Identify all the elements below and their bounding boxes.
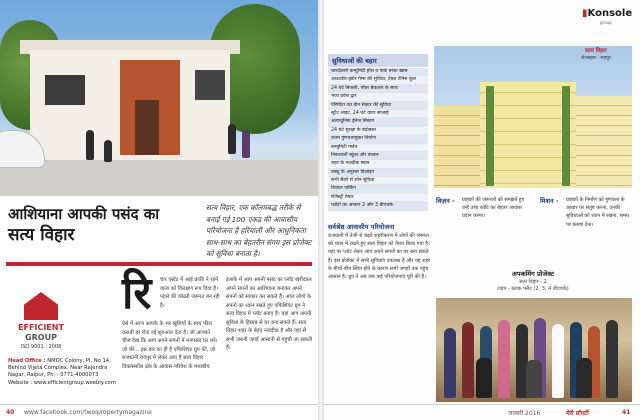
- list-item: आउटडोर-इंडोर गेम्स की सुविधा, टेबल टेनिस कूल: [328, 76, 428, 84]
- brand-mark-icon: ▮: [582, 8, 588, 19]
- person: [498, 320, 510, 398]
- list-item: विशाल पार्किंग: [328, 185, 428, 193]
- amenities-list: [328, 68, 428, 211]
- list-item: पेरिमीटर का ग्रीन सेक्टर की सुविधा: [328, 102, 428, 110]
- list-item: प्लॉटों का आकार 2 और 3 बीएचके: [328, 202, 428, 210]
- logo-house-icon: [24, 292, 58, 320]
- person: [444, 328, 456, 398]
- upcoming-sub: सत्य विहार - 2: [519, 279, 547, 285]
- logo-text: GROUP: [25, 333, 57, 342]
- building: [434, 106, 482, 188]
- right-footer: [322, 404, 640, 420]
- list-item: अत्याधुनिक ड्रेनेज सिस्टम: [328, 118, 428, 126]
- office-line: Behind Vijeta Complex, Near Rajendra: [8, 365, 108, 372]
- driveway: [0, 160, 318, 196]
- facebook-link[interactable]: www.facebook.com/twoipropertymagazine: [24, 409, 152, 416]
- project-heading: सर्वश्रेष्ठ आवासीय परियोजना: [328, 223, 395, 231]
- list-item: वास्तु के अनुसार डिज़ाइन: [328, 169, 428, 177]
- list-item: उत्तम गुणवत्तायुक्त निर्माण: [328, 135, 428, 143]
- person: [526, 360, 542, 398]
- efficient-group-logo: [12, 292, 70, 354]
- magazine-name: मेरी प्रॉपर्टी: [566, 410, 589, 417]
- page-number: 41: [622, 409, 631, 416]
- apartment-photo: [434, 46, 632, 188]
- page-number: 40: [6, 409, 15, 416]
- caption-title: सत्य विहार: [585, 48, 607, 54]
- upcoming-title: अपकमिंग प्रोजेक्ट: [511, 270, 555, 278]
- upcoming-detail: टाइप - ब्लाक फ्लैट (2, 3, 4 बीएचके): [497, 286, 569, 292]
- project-body: राजधानी में तेजी से बढ़ते शहरीकरण में लोगों की जरूरत को ध्यान में रखते हुए सत्य विहार को तैयार किया गया है। यहां पर प्लॉट लेकर आप अपने सपनों का घर बना सकते हैं। इस प्रोजेक्ट में सभी सुविधाएं उपलब्ध हैं और यह शहर के बीचों-बीच स्थित होने के कारण सभी जगहों तक पहुंच आसान है। ग्रुप ने अब तक कई परियोजनाएं पूरी की हैं।: [328, 233, 431, 281]
- person: [476, 358, 492, 398]
- office-line: NMDC Colony, Pl. No 14,: [47, 358, 111, 364]
- person: [606, 320, 618, 398]
- iso-badge: ISO 9001 : 2008: [20, 344, 62, 350]
- building: [576, 96, 632, 188]
- caption-sub: सेजबहार - रायपुर: [581, 56, 611, 61]
- brand-name: Konsole: [587, 8, 633, 19]
- article-subtitle: सत्य विहार, एक कॉलमबद्ध तरीके से बनाई गई 100 एकड़ की आवासीय परियोजना है हरियाली और आधुनिकता साथ-साथ का बेहतरीन संगम इस प्रोजेक्ट को सुविधा बनाता है।: [206, 203, 312, 258]
- body-text: चार एस्टेट में आई क्रांति ने रहने वाला को विलक्षण रूप दिया है। पहले की कोठरी जरूरत बन रही है।: [160, 277, 220, 309]
- head-office-address: [8, 358, 120, 387]
- person: [576, 358, 592, 398]
- mission-heading: मिशन -: [540, 197, 559, 205]
- article-title: [8, 204, 198, 246]
- page-gutter: [318, 0, 324, 420]
- issue-date: जनवरी 2016: [508, 410, 541, 417]
- list-item: 24 घंटे सुरक्षा के बंदोबस्त: [328, 127, 428, 135]
- house-window: [195, 70, 225, 100]
- person: [242, 130, 250, 158]
- person: [462, 322, 474, 398]
- list-item: कम्युनिटी गार्डन: [328, 144, 428, 152]
- list-item: सभी बैंकों से लोन सुविधा: [328, 177, 428, 185]
- office-line: Nagar, Raipur, Ph. : 0771-4000073: [8, 372, 99, 379]
- person: [228, 124, 236, 154]
- vision-body: ग्राहकों की जरूरतों को समझते हुए उन्हें उच्च कोटि का बेहतर आवास प्रदान करना।: [462, 197, 525, 220]
- upcoming-project: [478, 270, 588, 298]
- amenities-title: सुविधाओं की बहार: [328, 54, 428, 67]
- house-photo: [0, 0, 318, 196]
- team-photo: [436, 298, 632, 402]
- mission-body: ग्राहकों के निर्माण को गुणवत्ता के आधार पर संतुष्ट करना, उनकी सुविधाओं को ध्यान में रखना, समय पर कब्जा देना।: [566, 197, 629, 228]
- house-window: [45, 75, 85, 105]
- building-accent: [486, 86, 494, 186]
- list-item: शहर के नजदीक स्थान: [328, 160, 428, 168]
- list-item: रजिस्ट्री तैयार: [328, 194, 428, 202]
- title-line-1: आशियाना आपकी पसंद का: [8, 205, 160, 223]
- logo-text: EFFICIENT: [18, 323, 64, 332]
- person: [104, 140, 112, 162]
- body-text: इलाके में आप अपनी पसंद का प्लॉट खरीदकर अपने सपनों का आशियाना बनाकर अपने सपनों को साकार कर सकते हैं। आज लोगों के सपनों का ध्यान रखते हुए एफिशिएंट ग्रुप ने सत्य विहार में प्लॉट बनाए हैं। यहां आप अपनी सुविधा के हिसाब से घर बना सकते हैं। सत्य विहार शहर के बेहद नजदीक है और यहां से सभी जरूरी जगहें आसानी से पहुंची जा सकती हैं।: [226, 277, 313, 351]
- office-label: Head Office :: [8, 358, 46, 364]
- vision-heading: विज़न -: [436, 197, 455, 205]
- red-divider: [6, 262, 312, 266]
- list-item: 24 घंटे बिजली, पॉवर बैकअप के साथ: [328, 85, 428, 93]
- photo-caption: [560, 48, 632, 62]
- person: [552, 324, 564, 398]
- list-item: भव्य प्रवेश द्वार: [328, 93, 428, 101]
- list-item: स्ट्रीट लाइट, 24 घंटे वाटर सप्लाई: [328, 110, 428, 118]
- house-door: [135, 100, 159, 155]
- body-text: ऐसे में आज आपके के भर खुशियों के साथ फील कराती हर रोज नई शुरुआत देता है। जो आपको चीज देख कि आप अपने सपनों में मनपसंद घर बने। जो की... इस बार का ही है एफिशिएंट ग्रुप की, जो राजधानी रायपुर में लेकर आए हैं सत्य विहार विकासशील क्षेत्र के आवास-परिवेश के मध्यबीच: [122, 321, 218, 370]
- drop-cap: रि: [122, 268, 152, 319]
- left-footer: [0, 404, 318, 420]
- list-item: चारदीवारी कम्युनिटी हॉल व पार्क बच्चा खास: [328, 68, 428, 76]
- person: [86, 130, 94, 160]
- brand-logo: [582, 8, 632, 19]
- office-line: Website : www.efficientgroup.weebly.com: [8, 379, 116, 386]
- building-accent: [562, 86, 570, 186]
- title-line-2: सत्य विहार: [8, 225, 75, 245]
- list-item: निकटवर्ती स्कूल और बाजार: [328, 152, 428, 160]
- brand-sub: group: [600, 20, 612, 25]
